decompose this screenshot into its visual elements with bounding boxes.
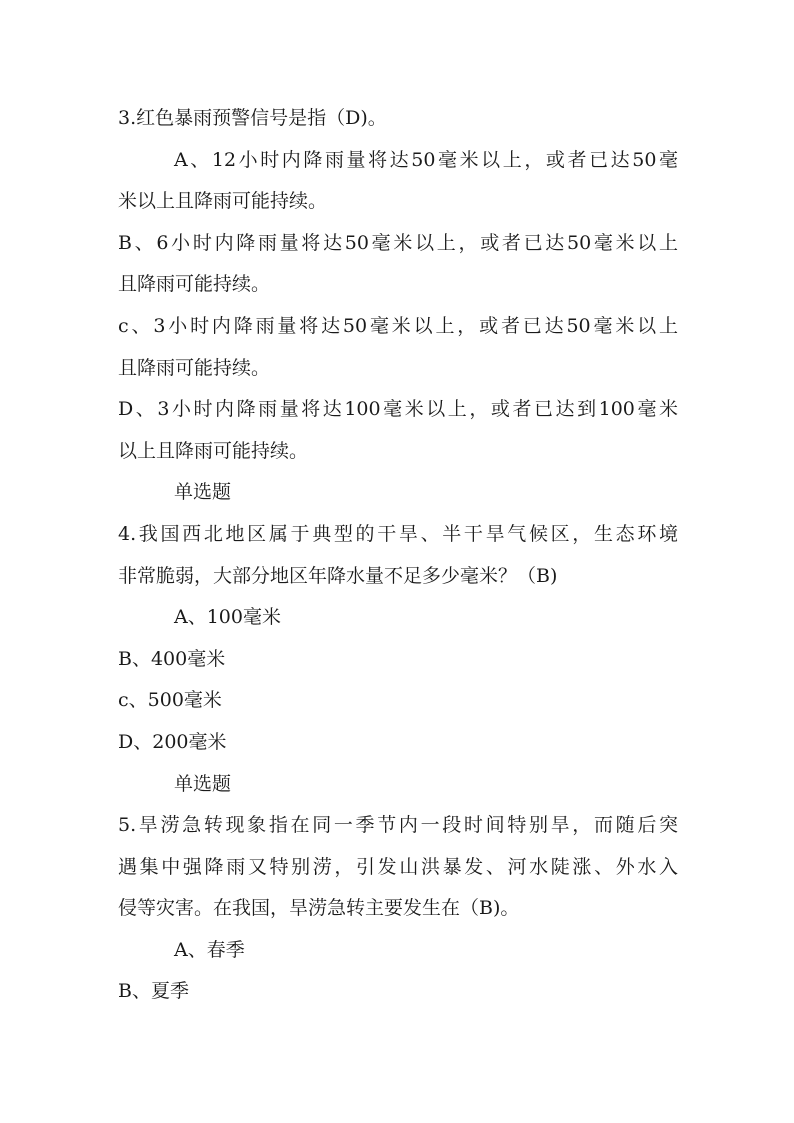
question-5-stem: 5.旱涝急转现象指在同一季节内一段时间特别旱，而随后突 [118, 814, 678, 837]
question-5-option-b: B、夏季 [118, 980, 189, 1003]
question-3-option-c-cont: 且降雨可能持续。 [118, 356, 271, 379]
question-4-option-a: A、100毫米 [174, 606, 281, 629]
question-3-stem: 3.红色暴雨预警信号是指（D)。 [118, 107, 387, 129]
question-3-option-c: c、3小时内降雨量将达50毫米以上，或者已达50毫米以上 [118, 314, 678, 337]
question-4-stem: 4.我国西北地区属于典型的干旱、半干旱气候区，生态环境 [118, 522, 678, 545]
question-5-type-label: 单选题 [174, 772, 232, 795]
question-5-stem-cont-2: 侵等灾害。在我国，旱涝急转主要发生在（B)。 [118, 897, 520, 920]
question-3-option-a: A、12小时内降雨量将达50毫米以上，或者已达50毫 [174, 148, 678, 171]
question-3-option-d: D、3小时内降雨量将达100毫米以上，或者已达到100毫米 [118, 398, 678, 421]
question-4-type-label: 单选题 [174, 481, 232, 504]
question-5-option-a: A、春季 [174, 938, 245, 961]
question-5-stem-cont-1: 遇集中强降雨又特别涝，引发山洪暴发、河水陡涨、外水入 [118, 855, 678, 878]
question-3-option-b: B、6小时内降雨量将达50毫米以上，或者已达50毫米以上 [118, 231, 678, 254]
document-body [118, 98, 678, 1013]
question-3-option-a-cont: 米以上且降雨可能持续。 [118, 190, 328, 213]
question-4-option-d: D、200毫米 [118, 730, 227, 753]
question-4-stem-cont: 非常脆弱，大部分地区年降水量不足多少毫米？（B) [118, 564, 558, 587]
question-4-option-c: c、500毫米 [118, 689, 222, 712]
question-4-option-b: B、400毫米 [118, 647, 226, 670]
question-3-option-d-cont: 以上且降雨可能持续。 [118, 439, 309, 462]
question-3-option-b-cont: 且降雨可能持续。 [118, 273, 271, 296]
